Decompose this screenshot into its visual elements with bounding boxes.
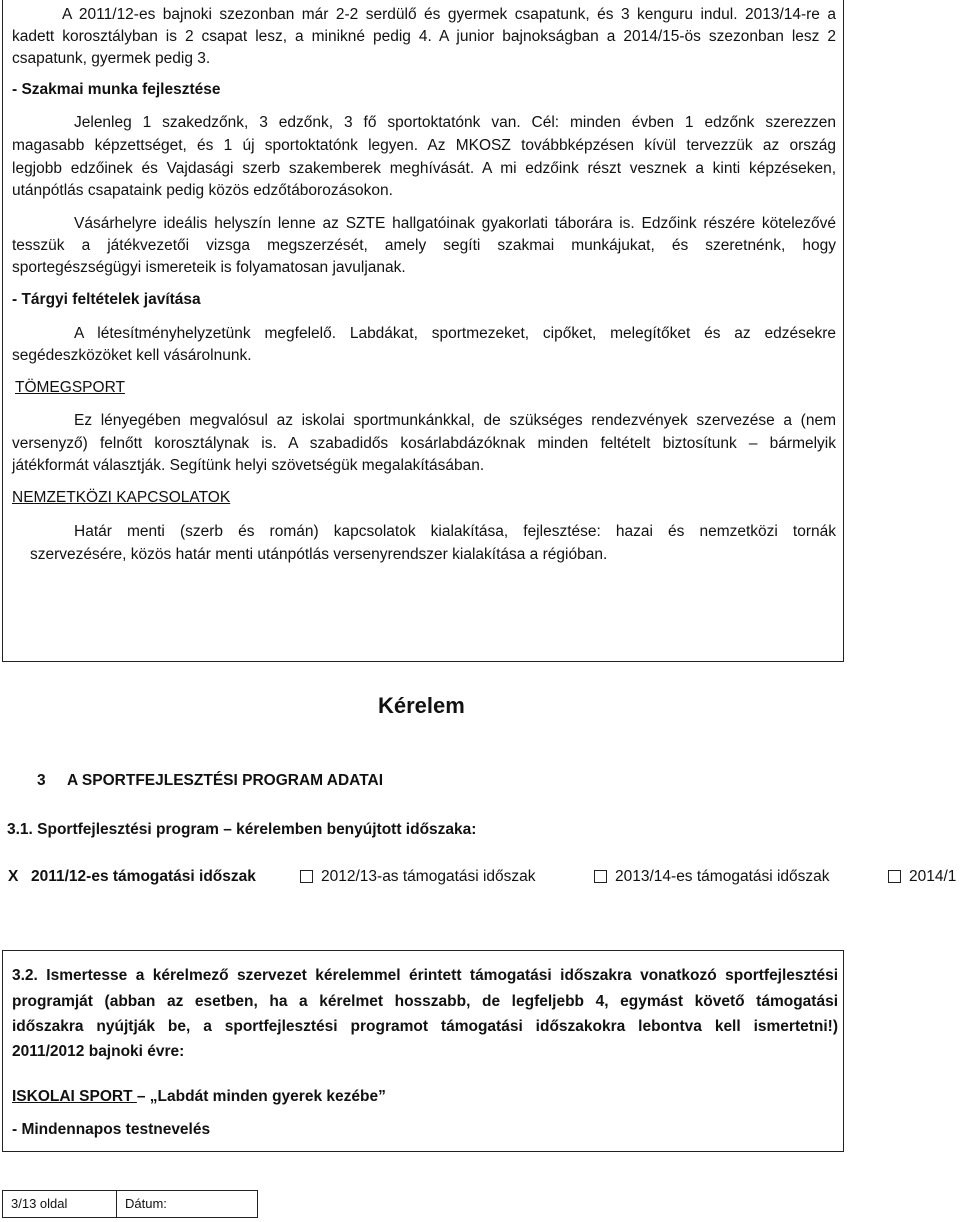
paragraph-line: Ez lényegében megvalósul az iskolai sportmunkánkkal, de szükséges rendezvények szervezése a (nem bbox=[74, 412, 836, 429]
paragraph-line: utánpótlás csapataink pedig közös edzőtáborozásokon. bbox=[12, 182, 393, 199]
paragraph-line: segédeszközöket kell vásárolnunk. bbox=[12, 347, 252, 364]
option-2013-14[interactable]: 2013/14-es támogatási időszak bbox=[594, 866, 830, 888]
option-2014-15[interactable]: 2014/1 bbox=[888, 866, 956, 888]
paragraph-line: kadett korosztályban is 2 csapat lesz, a minikné pedig 4. A junior bajnokságban a 2014/15-ös szezonban lesz 2 bbox=[12, 28, 836, 45]
paragraph-line: A létesítményhelyzetünk megfelelő. Labdákat, sportmezeket, cipőket, melegítőket és az edzésekre bbox=[74, 325, 836, 342]
paragraph-line: Határ menti (szerb és román) kapcsolatok kialakítása, fejlesztése: hazai és nemzetközi tornák bbox=[74, 523, 836, 540]
paragraph-line: Jelenleg 1 szakedzőnk, 3 edzőnk, 3 fő sportoktatónk van. Cél: minden évben 1 edzőnk szerezzen bbox=[74, 114, 836, 131]
paragraph-line: szervezésére, közös határ menti utánpótlás versenyrendszer kialakítása a régióban. bbox=[30, 546, 608, 563]
heading-iskolai-sport: ISKOLAI SPORT – „Labdát minden gyerek kezébe” bbox=[12, 1088, 386, 1105]
selected-mark: X bbox=[8, 868, 19, 885]
heading-nemzetkozi: NEMZETKÖZI KAPCSOLATOK bbox=[12, 489, 231, 506]
checkbox-icon[interactable] bbox=[594, 870, 607, 883]
paragraph-line: sportegészségügyi ismereteik is folyamatosan javuljanak. bbox=[12, 259, 406, 276]
option-2011-12[interactable]: 2011/12-es támogatási időszak bbox=[31, 868, 256, 885]
paragraph-line: 2011/2012 bajnoki évre: bbox=[12, 1043, 185, 1060]
page-footer bbox=[2, 1190, 258, 1218]
section-number: 3 bbox=[37, 772, 46, 789]
paragraph-line: programját (abban az esetben, ha a kérelmet hosszabb, de legfeljebb 4, egymást követő támogatási bbox=[12, 993, 838, 1010]
heading-mindennapos: - Mindennapos testnevelés bbox=[12, 1121, 211, 1138]
heading-szakmai: - Szakmai munka fejlesztése bbox=[12, 81, 221, 98]
paragraph-line: csapatunk, gyermek pedig 3. bbox=[12, 50, 211, 67]
paragraph-line: játékformát választják. Segítünk helyi szövetségük megalakításában. bbox=[12, 457, 485, 474]
paragraph-line: időszakra nyújtják be, a sportfejlesztési programot támogatási időszakokra lebontva kell ismertetni!) bbox=[12, 1018, 838, 1035]
date-field: Dátum: bbox=[125, 1196, 167, 1211]
page-title: Kérelem bbox=[378, 693, 465, 718]
paragraph-line: tesszük a játékvezetői vizsga megszerzését, amely segíti szakmai munkájukat, és szeretnénk, hogy bbox=[12, 237, 836, 254]
paragraph-line: magasabb képzettséget, és 1 új sportoktatónk legyen. Az MKOSZ továbbképzésen kívül tervezzük az ország bbox=[12, 137, 836, 154]
paragraph-line: A 2011/12-es bajnoki szezonban már 2-2 serdülő és gyermek csapatunk, és 3 kenguru indul. 2013/14-re a bbox=[62, 6, 836, 23]
page-number: 3/13 oldal bbox=[3, 1191, 117, 1217]
section-title: A SPORTFEJLESZTÉSI PROGRAM ADATAI bbox=[67, 772, 384, 789]
paragraph-line: legjobb edzőinek és Vajdasági szerb szakemberek meghívását. A mi edzőink részt vesznek a kinti képzéseken, bbox=[12, 160, 836, 177]
checkbox-icon[interactable] bbox=[300, 870, 313, 883]
checkbox-icon[interactable] bbox=[888, 870, 901, 883]
paragraph-line: Vásárhelyre ideális helyszín lenne az SZTE hallgatóinak gyakorlati táborára is. Edzőink részére kötelezővé bbox=[74, 215, 836, 232]
option-2012-13[interactable]: 2012/13-as támogatási időszak bbox=[300, 866, 536, 888]
heading-targyi: - Tárgyi feltételek javítása bbox=[12, 291, 201, 308]
heading-tomegsport: TÖMEGSPORT bbox=[15, 379, 125, 396]
subsection-3-1-title: 3.1. Sportfejlesztési program – kérelemben benyújtott időszaka: bbox=[7, 821, 477, 838]
paragraph-line: versenyző) felnőtt korosztálynak is. A szabadidős kosárlabdázóknak minden feltételt biztosítunk – bármelyik bbox=[12, 435, 836, 452]
paragraph-line: 3.2. Ismertesse a kérelmező szervezet kérelemmel érintett támogatási időszakra vonatkozó sportfejlesztési bbox=[12, 967, 838, 984]
